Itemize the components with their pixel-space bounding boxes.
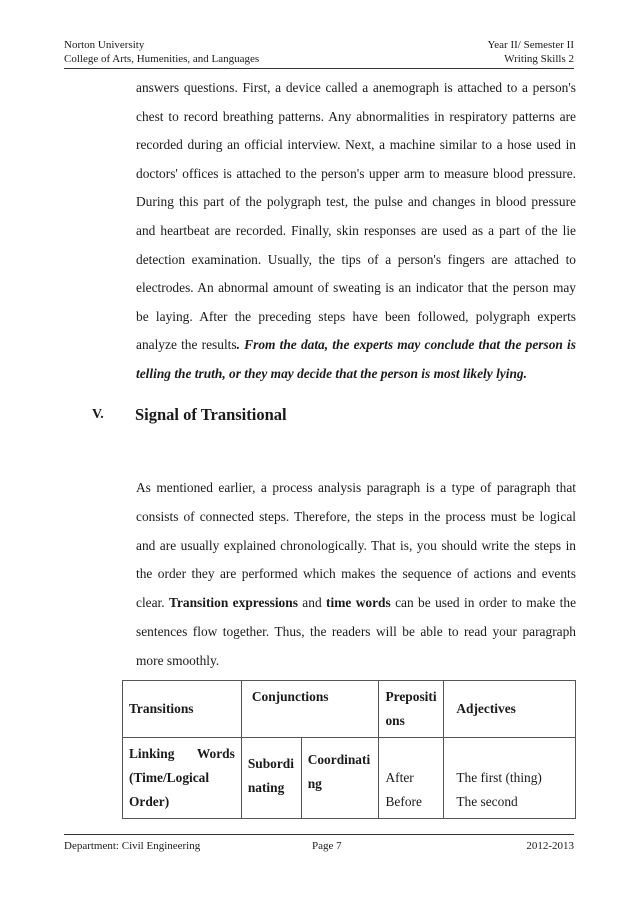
footer-page-number: Page 7 xyxy=(312,840,342,852)
college-name: College of Arts, Humenities, and Languages xyxy=(64,53,260,65)
adjective-second: The second xyxy=(456,794,518,809)
section-number: V. xyxy=(92,407,104,422)
header-prepositions: Prepositions xyxy=(379,681,444,738)
paragraph-transitions xyxy=(136,474,576,676)
section-title: Signal of Transitional xyxy=(135,405,287,424)
table-header-row xyxy=(123,681,576,738)
paragraph-polygraph-emphasis: . From the data, the experts may conclude that the person is telling the truth, or they may decide that the person is most likely lying. xyxy=(136,337,576,381)
transitions-table xyxy=(122,680,576,819)
paragraph-transitions-bold-2: time words xyxy=(326,595,391,611)
paragraph-polygraph xyxy=(136,74,576,389)
linking-label: Linking xyxy=(129,746,175,761)
footer-year: 2012-2013 xyxy=(526,840,574,852)
footer-divider xyxy=(64,834,574,835)
words-label: Words xyxy=(196,746,235,761)
paragraph-transitions-text-3: can be used in order to make the sentences flow together. Thus, the readers will be able to read your paragraph more smoothly. xyxy=(136,595,577,668)
order-label: Order) xyxy=(129,794,170,809)
preposition-after: After xyxy=(385,770,414,785)
time-logical-label: (Time/Logical xyxy=(129,770,210,785)
cell-adjectives xyxy=(444,738,576,819)
preposition-before: Before xyxy=(385,794,422,809)
cell-coordinating: Coordinating xyxy=(301,738,379,819)
header-conjunctions: Conjunctions xyxy=(241,681,379,738)
cell-prepositions xyxy=(379,738,444,819)
header-adjectives: Adjectives xyxy=(444,681,576,738)
adjective-first: The first (thing) xyxy=(456,770,542,785)
university-name: Norton University xyxy=(64,39,145,51)
paragraph-transitions-bold-1: Transition expressions xyxy=(169,595,298,611)
cell-linking-words xyxy=(123,738,242,819)
paragraph-transitions-text-2: and xyxy=(297,595,327,611)
footer-department: Department: Civil Engineering xyxy=(64,840,201,852)
course-name: Writing Skills 2 xyxy=(504,53,574,65)
paragraph-transitions-text-1: As mentioned earlier, a process analysis paragraph is a type of paragraph that consists of connected steps. Therefore, the steps in the process must be logical and are usually explained chronologically. That is, you should write the steps in the order they are performed which makes the sequence of actions and events clear. xyxy=(136,480,576,611)
year-semester: Year II/ Semester II xyxy=(487,39,574,51)
paragraph-polygraph-text: answers questions. First, a device called a anemograph is attached to a person's chest to record breathing patterns. Any abnormalities in respiratory patterns are recorded during an official interview. Next, a machine similar to a hose used in doctors' offices is attached to the person's upper arm to measure blood pressure. During this part of the polygraph test, the pulse and changes in blood pressure and heartbeat are recorded. Finally, skin responses are used as a part of the lie detection examination. Usually, the tips of a person's fingers are attached to electrodes. An abnormal amount of sweating is an indicator that the person may be laying. After the preceding steps have been followed, polygraph experts analyze the results xyxy=(136,80,576,353)
header-divider xyxy=(64,68,574,69)
header-left xyxy=(64,38,259,66)
header-right xyxy=(487,38,574,66)
table-row xyxy=(123,738,576,819)
header-transitions: Transitions xyxy=(123,681,242,738)
cell-subordinating: Subordinating xyxy=(241,738,301,819)
